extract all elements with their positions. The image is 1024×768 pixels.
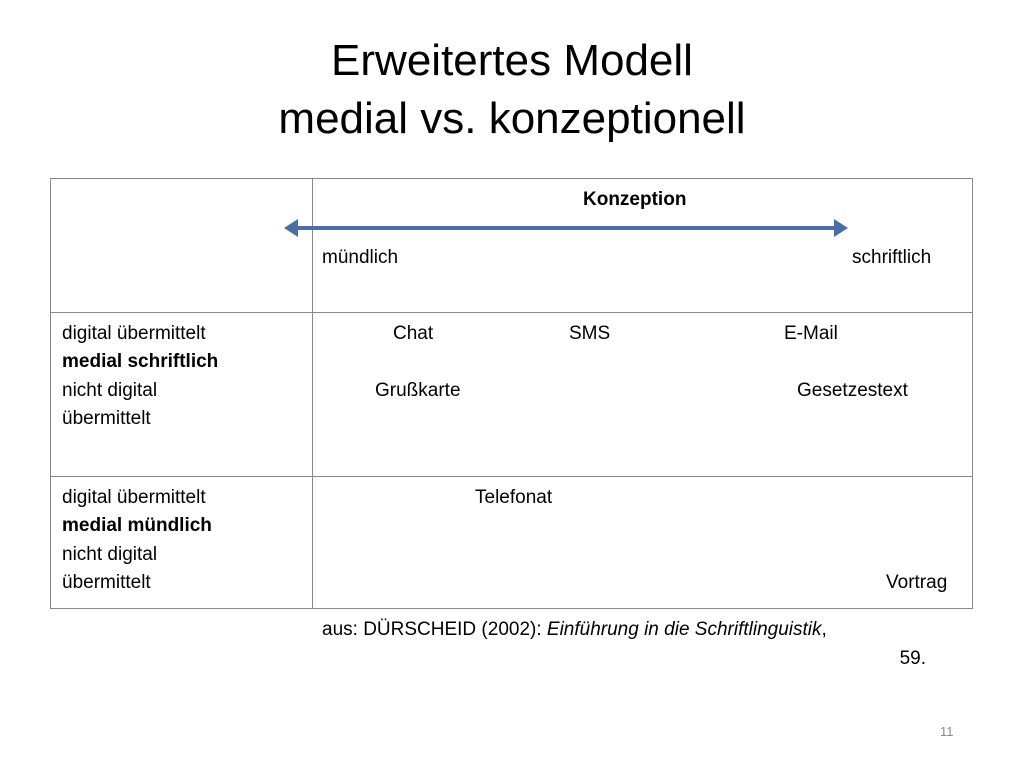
double-headed-arrow-icon xyxy=(282,216,850,240)
table-row-divider xyxy=(51,476,972,477)
row-label-digital: digital übermittelt xyxy=(62,487,206,508)
citation-prefix: aus: DÜRSCHEID (2002): xyxy=(322,619,547,640)
source-citation xyxy=(322,615,926,673)
item-chat: Chat xyxy=(393,323,434,344)
item-sms: SMS xyxy=(569,323,611,344)
citation-suffix: , xyxy=(821,619,827,640)
slide-title-line-2: medial vs. konzeptionell xyxy=(278,94,746,143)
citation-page: 59. xyxy=(899,648,926,669)
item-grusskarte: Grußkarte xyxy=(375,380,461,401)
citation-book-title: Einführung in die Schriftlinguistik xyxy=(546,619,822,640)
table-column-divider xyxy=(312,179,313,608)
row-label-medial-schriftlich: medial schriftlich xyxy=(62,351,219,372)
slide-title-line-1: Erweitertes Modell xyxy=(331,36,693,85)
item-gesetzestext: Gesetzestext xyxy=(797,380,908,401)
slide-title xyxy=(0,32,1024,148)
row-label-nicht-digital: nicht digital xyxy=(62,544,158,565)
row-label-nicht-digital: nicht digital xyxy=(62,380,158,401)
item-telefonat: Telefonat xyxy=(475,487,553,508)
schriftlich-pole-label: schriftlich xyxy=(852,247,932,268)
konzeption-heading: Konzeption xyxy=(583,189,687,210)
muendlich-pole-label: mündlich xyxy=(322,247,399,268)
item-vortrag: Vortrag xyxy=(886,572,948,593)
row-label-uebermittelt: übermittelt xyxy=(62,408,151,429)
row-label-medial-muendlich: medial mündlich xyxy=(62,515,212,536)
row-label-digital: digital übermittelt xyxy=(62,323,206,344)
item-email: E-Mail xyxy=(784,323,838,344)
table-row-divider xyxy=(51,312,972,313)
slide-number: 11 xyxy=(940,724,954,739)
row-label-uebermittelt: übermittelt xyxy=(62,572,151,593)
